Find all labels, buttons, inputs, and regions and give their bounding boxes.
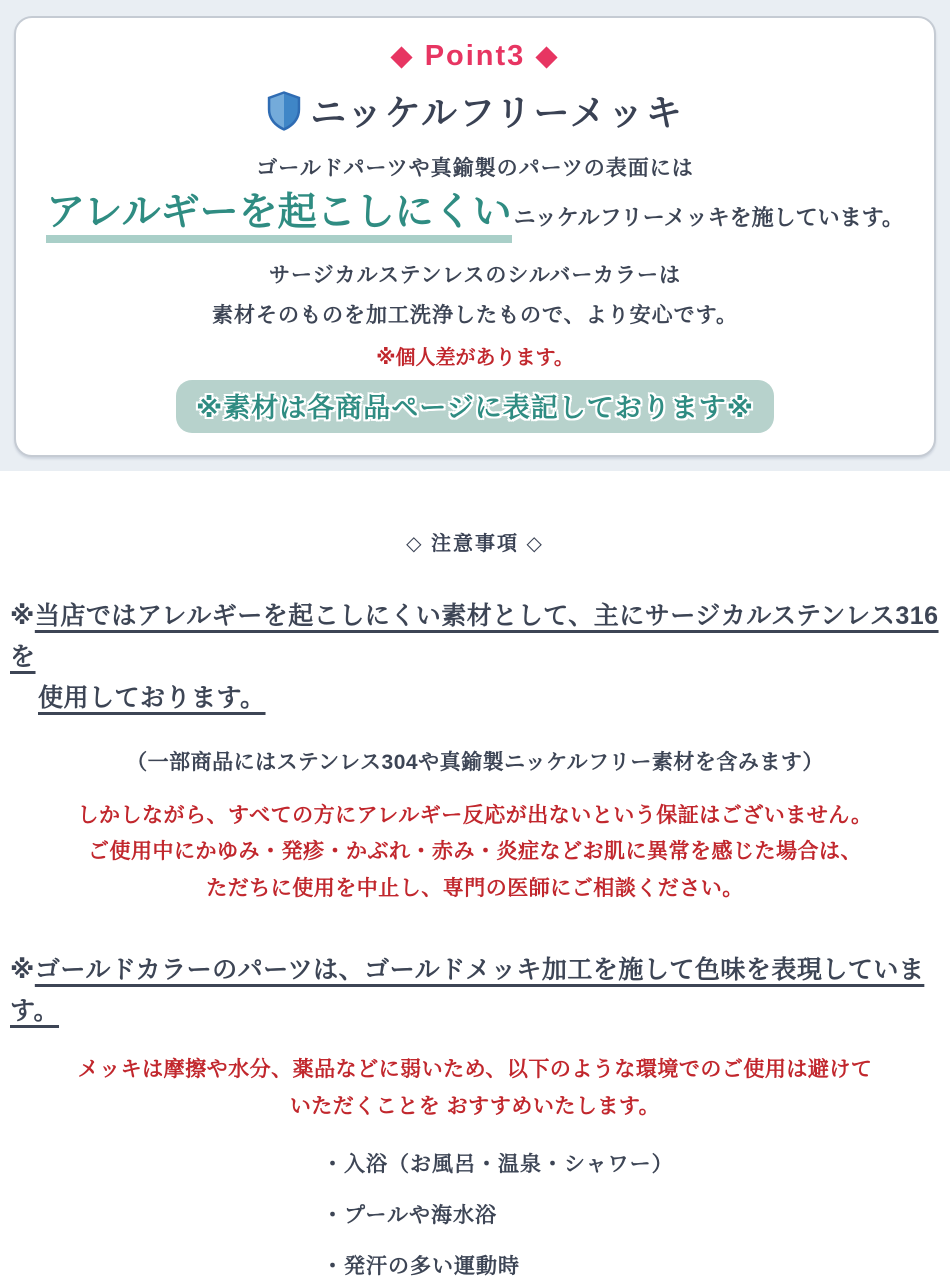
kome-marker-2: ※ [10,955,35,984]
list-item-pool: ・プールや海水浴 [322,1203,497,1227]
avoid-environment-list [10,1148,940,1280]
intro-line: ゴールドパーツや真鍮製のパーツの表面には [256,157,694,180]
silver-line-1: サージカルステンレスのシルバーカラーは [269,263,681,287]
allergy-warning-line-1: しかしながら、すべての方にアレルギー反応が出ないという保証はございません。 [77,803,873,827]
notice-para-2 [10,950,940,1033]
list-item-exercise: ・発汗の多い運動時 [322,1254,520,1278]
list-item-bathing: ・入浴（お風呂・温泉・シャワー） [322,1152,674,1176]
allergy-warning-line-3: ただちに使用を中止し、専門の医師にご相談ください。 [206,877,744,901]
notice-heading: ◇ 注意事項 ◇ [406,532,544,555]
point3-card [14,16,936,457]
allergy-warning [10,798,940,908]
notice-para-1-line-2: 使用しております。 [38,684,266,713]
individual-difference-note: ※個人差があります。 [376,346,574,369]
highlight-rest-text: ニッケルフリーメッキを施しています。 [513,205,904,230]
point-title: ニッケルフリーメッキ [310,92,684,133]
allergy-warning-line-2: ご使用中にかゆみ・発疹・かぶれ・赤み・炎症などお肌に異常を感じた場合は、 [88,840,862,864]
top-band [0,0,950,471]
kome-marker: ※ [10,601,35,630]
material-note-pill: ※素材は各商品ページに表記しております※ [176,380,774,433]
silver-line-2: 素材そのものを加工洗浄したもので、より安心です。 [212,303,738,327]
sub-note: （一部商品にはステンレス304や真鍮製ニッケルフリー素材を含みます） [126,750,824,774]
notice-para-1-line-1: 当店ではアレルギーを起こしにくい素材として、主にサージカルステンレス316を [10,601,939,672]
notice-section [0,527,950,1280]
notice-para-2-line-1: ゴールドカラーのパーツは、ゴールドメッキ加工を施して色味を表現しています。 [10,955,925,1026]
point3-badge: ◆ Point3 ◆ [390,40,560,72]
highlight-line [34,192,916,243]
shield-icon [266,90,302,132]
notice-para-1 [10,596,940,720]
highlight-big-text: アレルギーを起こしにくい [46,192,511,243]
plating-warning-line-2: いただくことを おすすめいたします。 [289,1095,661,1119]
plating-warning [10,1052,940,1126]
point-title-row [34,85,916,136]
plating-warning-line-1: メッキは摩擦や水分、薬品などに弱いため、以下のような環境でのご使用は避けて [77,1058,873,1082]
